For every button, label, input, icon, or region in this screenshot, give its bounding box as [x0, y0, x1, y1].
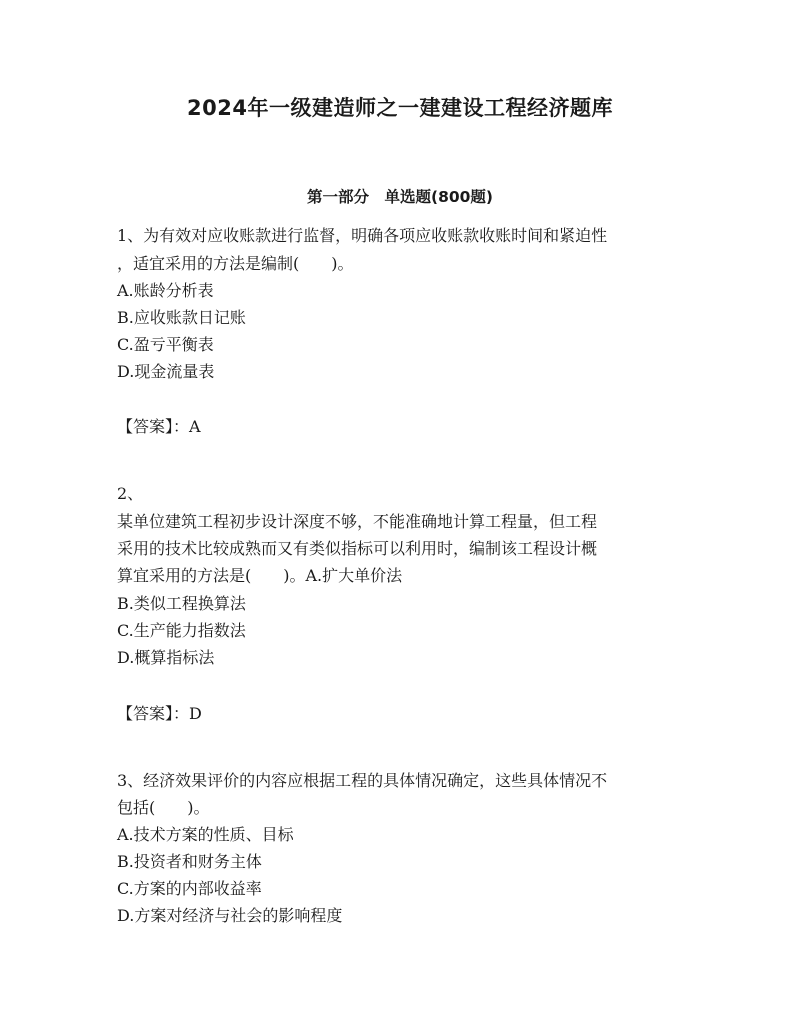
- question-2-stem-line-1: 2、: [117, 484, 144, 503]
- question-2-option-d: D.概算指标法: [117, 648, 215, 667]
- question-2-answer: 【答案】：D: [117, 704, 202, 723]
- question-1-answer: 【答案】：A: [117, 417, 201, 436]
- question-2-option-c: C.生产能力指数法: [117, 621, 246, 640]
- document-title: 2024年一级建造师之一建建设工程经济题库: [187, 96, 613, 120]
- question-2-option-b: B.类似工程换算法: [117, 594, 246, 613]
- question-3-stem-line-2: 包括( )。: [117, 798, 210, 817]
- question-1-stem-line-1: 1、为有效对应收账款进行监督，明确各项应收账款收账时间和紧迫性: [117, 226, 608, 245]
- question-1-stem-line-2: ，适宜采用的方法是编制( )。: [117, 254, 354, 273]
- question-1-option-d: D.现金流量表: [117, 362, 215, 381]
- question-1-option-c: C.盈亏平衡表: [117, 335, 214, 354]
- question-3-stem-line-1: 3、经济效果评价的内容应根据工程的具体情况确定，这些具体情况不: [117, 771, 608, 790]
- question-3-option-a: A.技术方案的性质、目标: [117, 825, 294, 844]
- question-3-option-c: C.方案的内部收益率: [117, 879, 262, 898]
- question-2-stem-line-2: 某单位建筑工程初步设计深度不够，不能准确地计算工程量，但工程: [117, 512, 598, 531]
- question-3-option-b: B.投资者和财务主体: [117, 852, 262, 871]
- section-heading: 第一部分 单选题(800题): [306, 188, 494, 206]
- question-1-option-b: B.应收账款日记账: [117, 308, 246, 327]
- question-2-stem-line-4: 算宜采用的方法是( )。A.扩大单价法: [117, 566, 403, 585]
- question-1-option-a: A.账龄分析表: [117, 281, 214, 300]
- question-3-option-d: D.方案对经济与社会的影响程度: [117, 906, 343, 925]
- question-2-stem-line-3: 采用的技术比较成熟而又有类似指标可以利用时，编制该工程设计概: [117, 539, 598, 558]
